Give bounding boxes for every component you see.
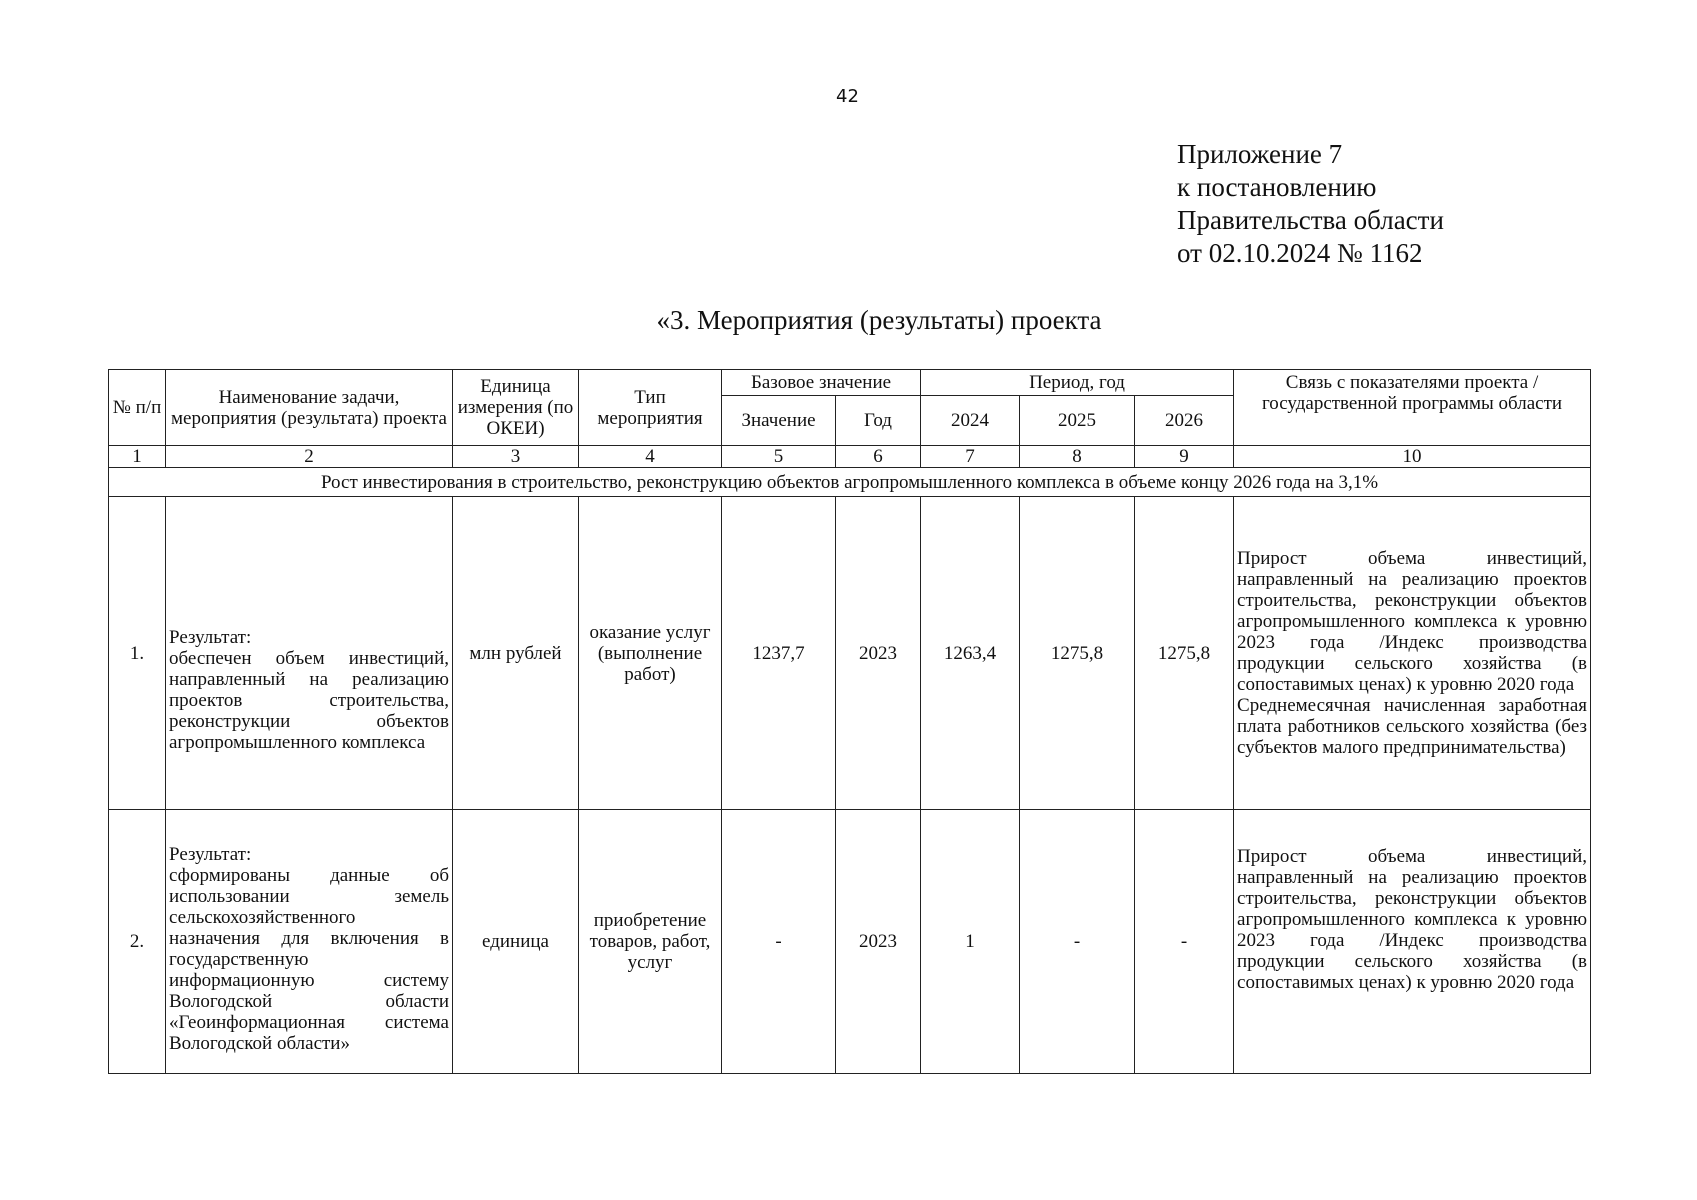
row-unit: единица <box>453 810 579 1074</box>
row-value-2025: - <box>1020 810 1135 1074</box>
column-number: 9 <box>1135 446 1234 468</box>
column-number: 4 <box>579 446 722 468</box>
row-base-year: 2023 <box>836 810 921 1074</box>
column-number: 5 <box>722 446 836 468</box>
table-row <box>109 810 1591 1074</box>
header-name: Наименование задачи, мероприятия (результата) проекта <box>166 370 453 446</box>
header-year-2026: 2026 <box>1135 396 1234 446</box>
row-name-text: Результат: обеспечен объем инвестиций, направленный на реализацию проектов строительства, реконструкции объектов агропромышленного комплекса <box>169 627 449 753</box>
row-value-2024: 1263,4 <box>921 497 1020 810</box>
row-unit: млн рублей <box>453 497 579 810</box>
row-value-2026: 1275,8 <box>1135 497 1234 810</box>
header-base-year: Год <box>836 396 921 446</box>
column-number: 7 <box>921 446 1020 468</box>
header-period: Период, год <box>921 370 1234 396</box>
appendix-line: к постановлению <box>1177 172 1377 202</box>
goal-row: Рост инвестирования в строительство, реконструкцию объектов агропромышленного комплекса в объеме концу 2026 года на 3,1% <box>109 468 1591 497</box>
header-base: Базовое значение <box>722 370 921 396</box>
row-num: 1. <box>109 497 166 810</box>
column-number: 8 <box>1020 446 1135 468</box>
column-number: 2 <box>166 446 453 468</box>
header-num: № п/п <box>109 370 166 446</box>
row-value-2026: - <box>1135 810 1234 1074</box>
row-name <box>166 810 453 1074</box>
header-link: Связь с показателями проекта / государственной программы области <box>1234 370 1591 446</box>
row-value-2024: 1 <box>921 810 1020 1074</box>
row-value-2025: 1275,8 <box>1020 497 1135 810</box>
header-year-2024: 2024 <box>921 396 1020 446</box>
row-link: Прирост объема инвестиций, направленный на реализацию проектов строительства, реконструкции объектов агропромышленного комплекса к уровню 2023 года /Индекс производства продукции сельского хозяйства (в сопоставимых ценах) к уровню 2020 года <box>1237 846 1588 993</box>
section-title: «3. Мероприятия (результаты) проекта <box>656 305 1102 335</box>
table-row <box>109 497 1591 810</box>
project-activities-table <box>108 369 1591 1074</box>
row-num: 2. <box>109 810 166 1074</box>
appendix-block <box>1177 138 1444 270</box>
row-name-text: Результат: сформированы данные об использовании земель сельскохозяйственного назначения для включения в государственную информационную систему Вологодской области «Геоинформационная система Вологодской области» <box>169 843 449 1054</box>
header-unit: Единица измерения (по ОКЕИ) <box>453 370 579 446</box>
row-name <box>166 497 453 810</box>
row-link: Прирост объема инвестиций, направленный на реализацию проектов строительства, реконструкции объектов агропромышленного комплекса к уровню 2023 года /Индекс производства продукции сельского хозяйства (в сопоставимых ценах) к уровню 2020 года Среднемесячная начисленная заработная плата работников сельского хозяйства (без субъектов малого предпринимательства) <box>1234 497 1591 810</box>
row-base-year: 2023 <box>836 497 921 810</box>
appendix-line: от 02.10.2024 № 1162 <box>1177 238 1423 268</box>
header-year-2025: 2025 <box>1020 396 1135 446</box>
column-number: 10 <box>1234 446 1591 468</box>
row-base-value: 1237,7 <box>722 497 836 810</box>
column-number: 1 <box>109 446 166 468</box>
appendix-line: Правительства области <box>1177 205 1444 235</box>
row-type: приобретение товаров, работ, услуг <box>579 810 722 1074</box>
row-base-value: - <box>722 810 836 1074</box>
column-number: 6 <box>836 446 921 468</box>
header-type: Тип мероприятия <box>579 370 722 446</box>
header-base-value: Значение <box>722 396 836 446</box>
column-number: 3 <box>453 446 579 468</box>
row-link-cell <box>1234 810 1591 1074</box>
page-number: 42 <box>836 86 859 107</box>
row-type: оказание услуг (выполнение работ) <box>579 497 722 810</box>
appendix-line: Приложение 7 <box>1177 139 1343 169</box>
